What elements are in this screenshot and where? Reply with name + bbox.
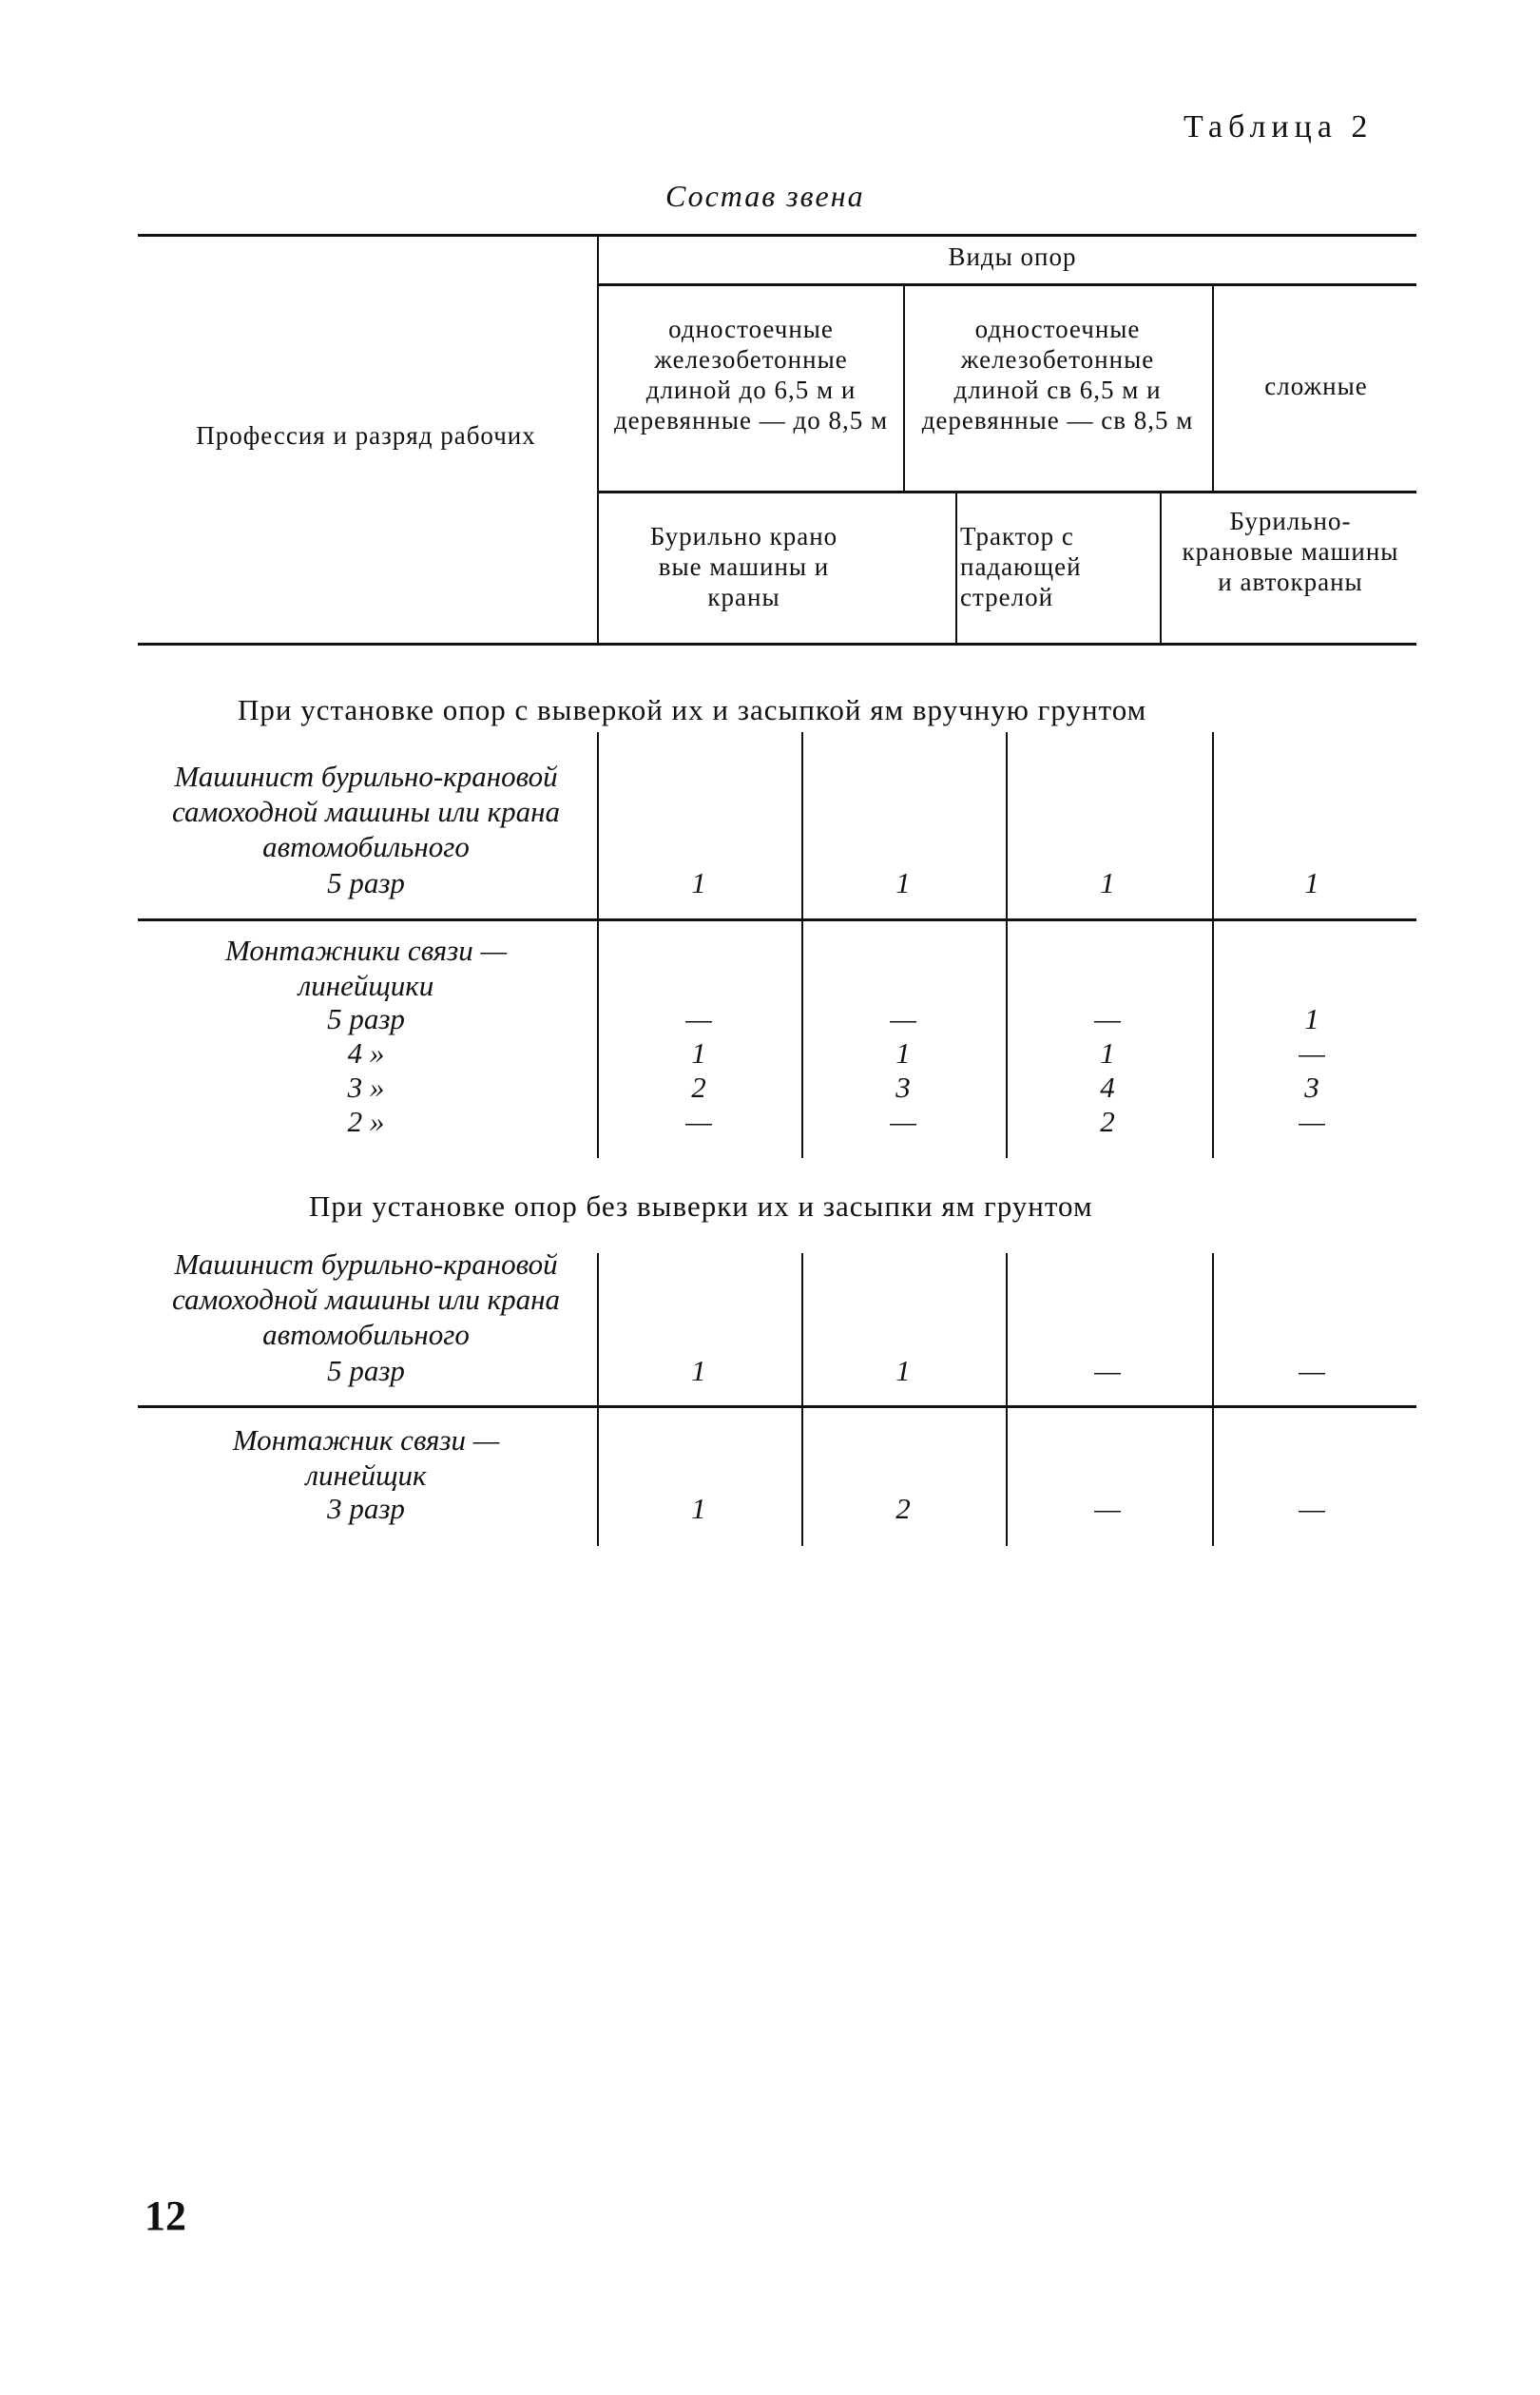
header-machine-1: Бурильно крано вые машины и краны xyxy=(649,522,838,611)
s2-g1-r1-c2: 1 xyxy=(895,1354,911,1387)
s2-g2-label: Монтажник связи — линейщик xyxy=(232,1423,500,1492)
header-pole-types: Виды опор xyxy=(948,242,1077,271)
s2-g2-grade-1: 3 разр xyxy=(327,1492,405,1525)
s1-g1-r1-c4: 1 xyxy=(1304,866,1319,899)
s1-g2-grade-3: 3 » xyxy=(347,1071,385,1104)
section-title-1: При установке опор с выверкой их и засыпкой ям вручную грунтом xyxy=(238,693,1147,726)
s1-col-divider-4 xyxy=(1212,732,1214,1158)
s1-g2-r2-c2: 1 xyxy=(895,1036,911,1070)
s2-g1-grade-1: 5 разр xyxy=(327,1354,405,1387)
s1-g2-grade-2: 4 » xyxy=(347,1036,385,1070)
s2-g2-r1-c4: — xyxy=(1299,1492,1325,1525)
s1-g2-r2-c4: — xyxy=(1299,1036,1325,1070)
s1-g1-label: Машинист бурильно-крановой самоходной машины или крана автомобильного xyxy=(172,760,560,863)
s1-g2-r2-c1: 1 xyxy=(691,1036,706,1070)
table-label: Таблица 2 xyxy=(1184,109,1374,145)
s2-g2-r1-c2: 2 xyxy=(895,1492,911,1525)
header-divider-main xyxy=(597,234,599,645)
s1-g2-r1-c2: — xyxy=(890,1002,916,1035)
s2-g1-label: Машинист бурильно-крановой самоходной машины или крана автомобильного xyxy=(172,1247,560,1351)
s1-g2-grade-1: 5 разр xyxy=(327,1002,405,1035)
s1-col-divider-3 xyxy=(1006,732,1008,1158)
header-rule-3 xyxy=(597,491,1416,493)
header-profession: Профессия и разряд рабочих xyxy=(196,421,536,450)
s2-g1-r1-c3: — xyxy=(1094,1354,1121,1387)
s2-col-divider-1 xyxy=(597,1253,599,1546)
s2-group-rule xyxy=(138,1405,1416,1408)
s1-group-rule xyxy=(138,918,1416,921)
s1-g2-r4-c1: — xyxy=(685,1105,712,1138)
s1-g2-r3-c4: 3 xyxy=(1304,1071,1319,1104)
s2-col-divider-4 xyxy=(1212,1253,1214,1546)
table-title: Состав звена xyxy=(665,179,865,213)
header-machine-3: Бурильно-крановые машины и автокраны xyxy=(1182,507,1399,596)
s1-g1-r1-c1: 1 xyxy=(691,866,706,899)
header-divider-machine-2 xyxy=(1160,491,1162,645)
s1-col-divider-2 xyxy=(801,732,803,1158)
s1-g2-r2-c3: 1 xyxy=(1100,1036,1115,1070)
section-title-2: При установке опор без выверки их и засыпки ям грунтом xyxy=(309,1189,1093,1223)
header-divider-type-1 xyxy=(903,283,905,491)
header-rule-2 xyxy=(597,283,1416,286)
s1-g2-r4-c4: — xyxy=(1299,1105,1325,1138)
header-type-2: одностоечные железобетонные длиной св 6,5 м и деревянные — св 8,5 м xyxy=(921,315,1194,435)
header-type-1: одностоечные железобетонные длиной до 6,5 м и деревянные — до 8,5 м xyxy=(613,315,889,435)
s1-g2-r1-c1: — xyxy=(685,1002,712,1035)
s2-g1-r1-c4: — xyxy=(1299,1354,1325,1387)
s2-g2-r1-c1: 1 xyxy=(691,1492,706,1525)
s1-g1-r1-c3: 1 xyxy=(1100,866,1115,899)
s1-col-divider-1 xyxy=(597,732,599,1158)
s2-col-divider-2 xyxy=(801,1253,803,1546)
s2-g1-r1-c1: 1 xyxy=(691,1354,706,1387)
header-bottom-rule xyxy=(138,643,1416,646)
s1-g2-r3-c3: 4 xyxy=(1100,1071,1115,1104)
s1-g2-r4-c2: — xyxy=(890,1105,916,1138)
s1-g1-grade-1: 5 разр xyxy=(327,866,405,899)
s2-g2-r1-c3: — xyxy=(1094,1492,1121,1525)
s1-g2-grade-4: 2 » xyxy=(347,1105,385,1138)
s1-g2-r1-c4: 1 xyxy=(1304,1002,1319,1035)
s1-g2-r3-c2: 3 xyxy=(895,1071,911,1104)
s1-g2-r4-c3: 2 xyxy=(1100,1105,1115,1138)
header-divider-type-2 xyxy=(1212,283,1214,491)
s2-col-divider-3 xyxy=(1006,1253,1008,1546)
header-top-rule xyxy=(138,234,1416,237)
page-number: 12 xyxy=(144,2192,186,2239)
s1-g2-r3-c1: 2 xyxy=(691,1071,706,1104)
header-type-3: сложные xyxy=(1264,372,1368,400)
s1-g1-r1-c2: 1 xyxy=(895,866,911,899)
header-machine-2: Трактор с падающей стрелой xyxy=(960,522,1082,611)
s1-g2-label: Монтажники связи — линейщики xyxy=(224,934,508,1002)
s1-g2-r1-c3: — xyxy=(1094,1002,1121,1035)
header-divider-machine-1 xyxy=(955,491,957,645)
